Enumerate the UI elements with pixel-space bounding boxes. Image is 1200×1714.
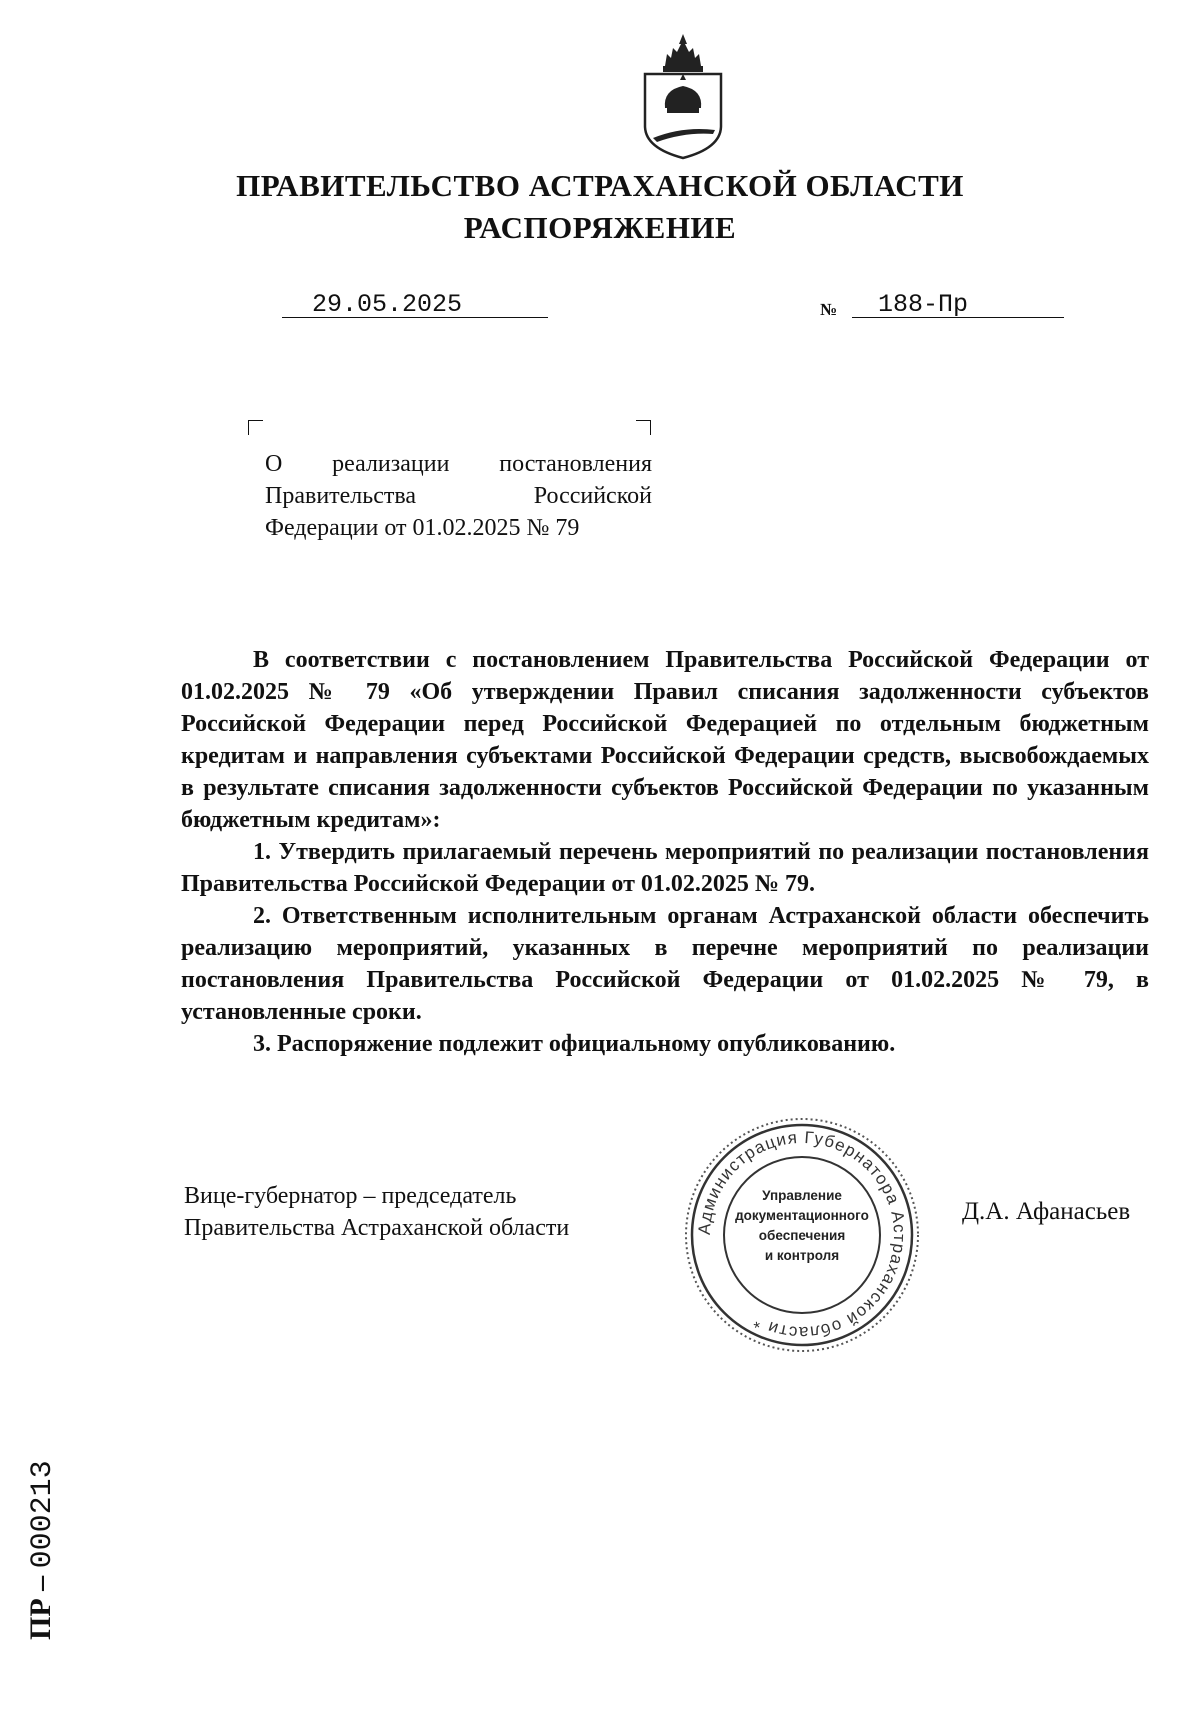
stamp-line: Управление [762,1188,842,1203]
coat-of-arms-icon [633,30,733,162]
signatory-title [184,1180,569,1244]
signer-name: Д.А. Афанасьев [962,1198,1131,1225]
document-number: 188-Пр [878,290,969,319]
document-subject: О реализации постановления Правительства Российской Федерации от 01.02.2025 № 79 [265,451,652,541]
item-2-paragraph: 2. Ответственным исполнительным органам Астраханской области обеспечить реализацию мероприятий, указанных в перечне мероприятий по реализации постановления Правительства Российской Федерации от 01.02.2025 № 79, в установленные сроки. [181,903,1149,1025]
document-type: РАСПОРЯЖЕНИЕ [463,210,737,245]
stamp-center-text [716,1186,888,1266]
signatory-title-line1: Вице-губернатор – председатель [184,1183,517,1209]
date-underline [282,317,548,318]
number-sign: № [820,300,838,319]
government-title: ПРАВИТЕЛЬСТВО АСТРАХАНСКОЙ ОБЛАСТИ [236,168,964,203]
subject-corner-right [636,420,651,435]
stamp-ring-text: Администрация Губернатора Астраханской области * [694,1127,910,1343]
document-date: 29.05.2025 [312,290,463,319]
registration-number [24,1460,60,1640]
number-underline [852,317,1064,318]
item-1-paragraph: 1. Утвердить прилагаемый перечень мероприятий по реализации постановления Правительства Российской Федерации от 01.02.2025 № 79. [181,839,1149,897]
subject-corner-left [248,420,263,435]
stamp-line: документационного [735,1208,869,1223]
registration-digits: 000213 [26,1460,60,1569]
stamp-line: обеспечения [758,1228,846,1243]
document-body [181,644,1149,1060]
item-3-paragraph: 3. Распоряжение подлежит официальному опубликованию. [253,1031,896,1057]
registration-prefix: ПР – [24,1575,57,1640]
signatory-title-line2: Правительства Астраханской области [184,1215,570,1241]
preamble-paragraph: В соответствии с постановлением Правительства Российской Федерации от 01.02.2025 № 79 «Об утверждении Правил списания задолженности субъектов Российской Федерации перед Российской Федерацией по отдельным бюджетным кредитам и направления субъектами Российской Федерации средств, высвобождаемых в результате списания задолженности субъектов Российской Федерации по указанным бюджетным кредитам»: [181,647,1149,833]
stamp-line: и контроля [764,1248,840,1263]
